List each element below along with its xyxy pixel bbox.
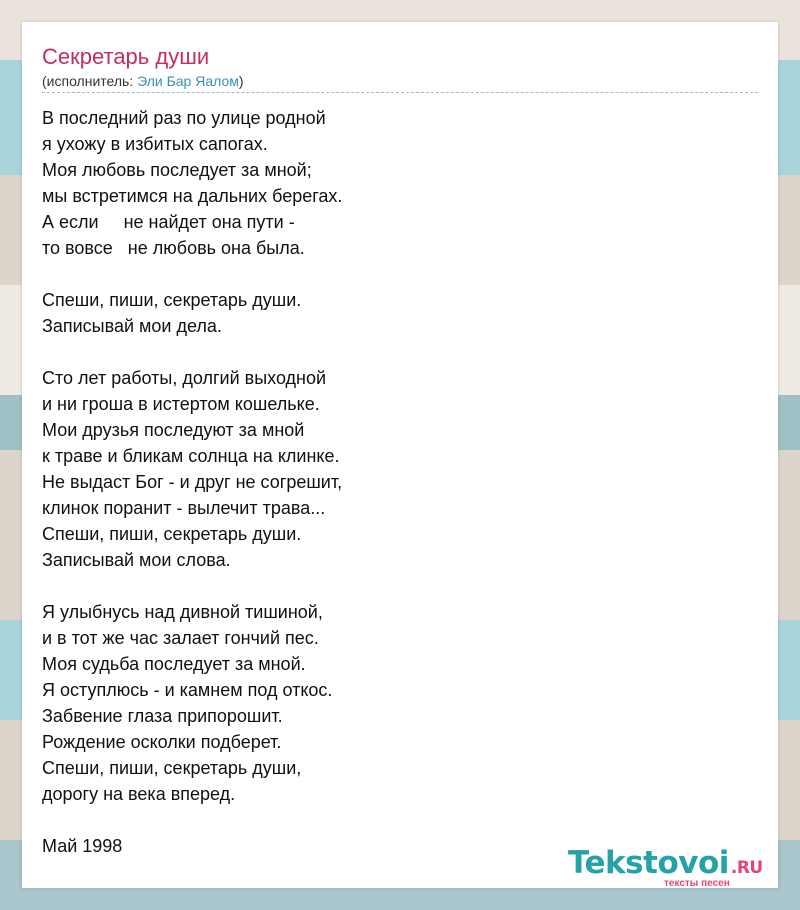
lyric-line: Май 1998 [42, 836, 123, 856]
artist-line [42, 73, 244, 89]
lyric-line: Моя судьба последует за мной. [42, 654, 306, 674]
lyric-line: Сто лет работы, долгий выходной [42, 368, 327, 388]
lyric-line: Не выдаст Бог - и друг не согрешит, [42, 472, 343, 492]
logo-tagline: тексты песен [664, 878, 730, 889]
lyric-line: Рождение осколки подберет. [42, 732, 282, 752]
logo-tld: .RU [730, 858, 763, 878]
site-logo[interactable] [568, 845, 778, 889]
lyric-line: и в тот же час залает гончий пес. [42, 628, 319, 648]
lyric-line: я ухожу в избитых сапогах. [42, 134, 268, 154]
stanza-break [42, 261, 742, 287]
lyric-line: Записывай мои дела. [42, 316, 222, 336]
lyrics-card [22, 22, 778, 888]
lyric-line: Спеши, пиши, секретарь души. [42, 290, 302, 310]
lyric-line: Записывай мои слова. [42, 550, 231, 570]
lyric-line: Спеши, пиши, секретарь души, [42, 758, 302, 778]
stanza-break [42, 339, 742, 365]
artist-link[interactable]: Эли Бар Яалом [137, 73, 239, 89]
lyric-line: мы встретимся на дальних берегах. [42, 186, 343, 206]
lyric-line: А если не найдет она пути - [42, 212, 295, 232]
lyric-line: Забвение глаза припорошит. [42, 706, 283, 726]
lyric-line: Мои друзья последуют за мной [42, 420, 305, 440]
lyric-line: Спеши, пиши, секретарь души. [42, 524, 302, 544]
logo-name: Tekstovoi [568, 845, 729, 881]
stanza-break [42, 807, 742, 833]
stanza-break [42, 573, 742, 599]
lyrics-text [42, 105, 742, 859]
artist-prefix: (исполнитель: [42, 73, 138, 89]
lyric-line: и ни гроша в истертом кошельке. [42, 394, 320, 414]
logo-wordmark [568, 845, 778, 881]
lyric-line: клинок поранит - вылечит трава... [42, 498, 326, 518]
lyric-line: то вовсе не любовь она была. [42, 238, 305, 258]
lyric-line: Я улыбнусь над дивной тишиной, [42, 602, 323, 622]
divider [42, 92, 758, 93]
lyric-line: к траве и бликам солнца на клинке. [42, 446, 340, 466]
lyric-line: В последний раз по улице родной [42, 108, 326, 128]
lyric-line: Моя любовь последует за мной; [42, 160, 312, 180]
song-title: Секретарь души [42, 44, 210, 69]
lyric-line: Я оступлюсь - и камнем под откос. [42, 680, 333, 700]
lyric-line: дорогу на века вперед. [42, 784, 236, 804]
artist-suffix: ) [238, 73, 244, 89]
